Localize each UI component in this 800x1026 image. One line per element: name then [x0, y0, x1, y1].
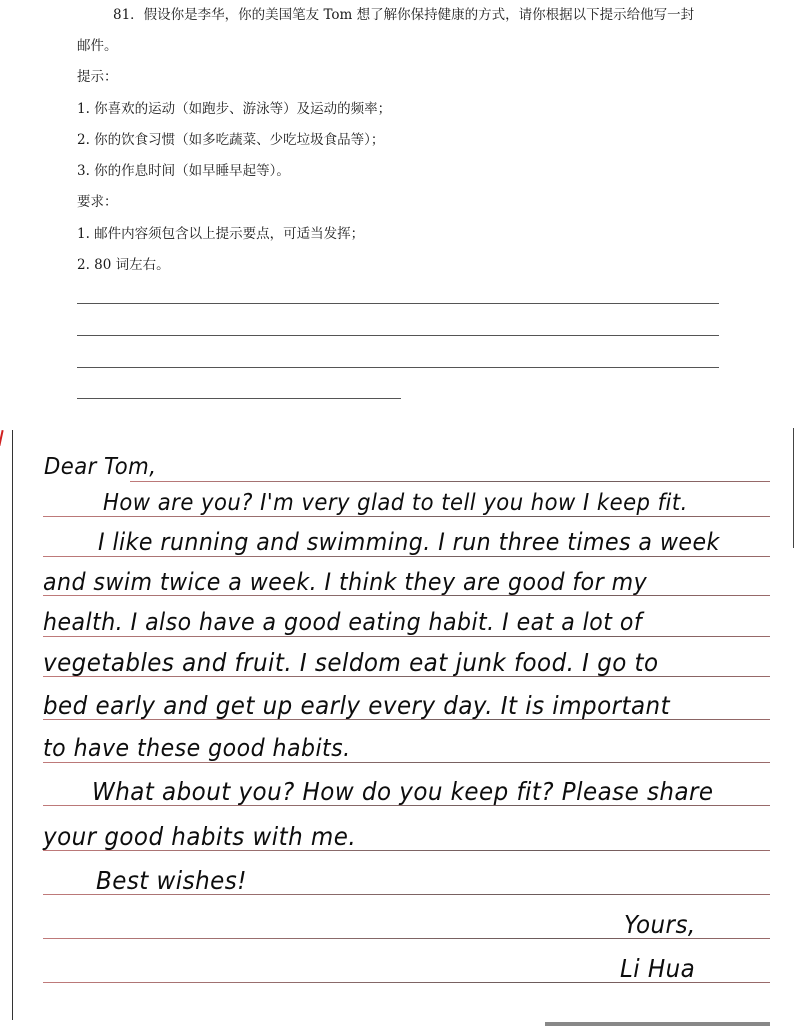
hint-item: 3. 你的作息时间（如早睡早起等）。 [77, 163, 290, 179]
answer-line [77, 335, 719, 336]
answer-line [77, 398, 401, 399]
hints-label: 提示： [77, 69, 118, 85]
letter-signature: Li Hua [620, 954, 696, 983]
letter-line: How are you? I'm very glad to tell you how I keep fit. [103, 490, 688, 516]
letter-line: I like running and swimming. I run three times a week [98, 528, 720, 556]
answer-line [77, 367, 719, 368]
letter-line: vegetables and fruit. I seldom eat junk food. I go to [43, 648, 659, 677]
letter-signoff: Yours, [624, 910, 696, 939]
letter-line: bed early and get up early every day. It is important [43, 691, 671, 720]
letter-line: your good habits with me. [43, 822, 357, 851]
letter-greeting: Dear Tom, [44, 454, 157, 480]
red-mark [0, 430, 4, 446]
ruled-line [130, 481, 770, 482]
sheet-border-right [793, 428, 794, 548]
requirement-item: 1. 邮件内容须包含以上提示要点，可适当发挥； [77, 226, 365, 242]
hint-item: 2. 你的饮食习惯（如多吃蔬菜、少吃垃圾食品等）； [77, 132, 385, 148]
ruled-line [43, 516, 770, 517]
requirement-item: 2. 80 词左右。 [77, 257, 170, 273]
sheet-border-left [12, 430, 13, 1020]
question-title: 81．假设你是李华，你的美国笔友 Tom 想了解你保持健康的方式，请你根据以下提示给他写一封 [113, 7, 695, 23]
answer-line [77, 303, 719, 304]
letter-line: health. I also have a good eating habit. I eat a lot of [43, 608, 643, 636]
letter-line: What about you? How do you keep fit? Please share [92, 777, 714, 806]
ruled-line [43, 636, 770, 637]
question-title-continuation: 邮件。 [77, 38, 118, 54]
ruled-line [43, 762, 770, 763]
ruled-line [43, 556, 770, 557]
letter-line: and swim twice a week. I think they are good for my [43, 568, 648, 596]
page-edge-shadow [545, 1022, 770, 1026]
letter-closing: Best wishes! [96, 866, 247, 895]
hint-item: 1. 你喜欢的运动（如跑步、游泳等）及运动的频率； [77, 101, 392, 117]
requirements-label: 要求： [77, 194, 118, 210]
letter-line: to have these good habits. [43, 734, 351, 762]
